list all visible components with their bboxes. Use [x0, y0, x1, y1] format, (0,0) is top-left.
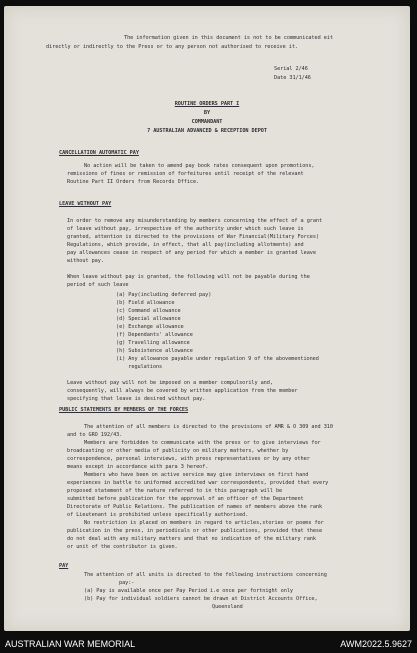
document-date: Date 31/1/46: [274, 75, 311, 81]
section-heading: LEAVE WITHOUT PAY: [59, 201, 112, 207]
list-item: (a) Pay(including deferred pay): [116, 292, 212, 298]
section-text-line: pay:-: [119, 580, 135, 586]
list-item: (g) Travelling allowance: [116, 340, 190, 346]
section-text-line: When leave without pay is granted, the following will not be payable during the: [67, 274, 310, 280]
section-text-line: (a) Pay is available once per Pay Period i.e once per fortnight only: [84, 588, 293, 594]
section-text-line: Directorate of Public Relations. The publication of names of members above the rank: [67, 504, 323, 510]
list-item: (i) Any allowance payable under regulation 9 of the abovementioned: [116, 356, 319, 362]
section-text-line: remissions of fines or remission of forfeitures until receipt of the relevant: [67, 171, 304, 177]
section-text-line: experiences in battle to uniformed accredited war correspondents, provided that every: [67, 480, 329, 486]
title-line-4: 7 AUSTRALIAN ADVANCED & RECEPTION DEPOT: [147, 128, 267, 134]
section-text-line: without pay.: [67, 258, 104, 264]
section-text-line: No action will be taken to amend pay book rates consequent upon promotions,: [84, 163, 315, 169]
section-heading: PUBLIC STATEMENTS BY MEMBERS OF THE FORCES: [59, 407, 189, 413]
list-item: (e) Exchange allowance: [116, 324, 184, 330]
footer-bar: [0, 635, 417, 653]
section-text-line: pay allowances cease in respect of any period for which a member is granted leave: [67, 250, 316, 256]
header-line-2: directly or indirectly to the Press or to any person not authorised to receive it.: [46, 44, 298, 50]
section-text-line: of leave without pay, irrespective of the authority under which such leave is: [67, 226, 304, 232]
list-item: (b) Field allowance: [116, 300, 175, 306]
section-text-line: do not deal with any military matters and that no indication of the military rank: [67, 536, 316, 542]
list-item: (d) Special allowance: [116, 316, 181, 322]
title-line-2: BY: [203, 110, 211, 116]
source-label: AUSTRALIAN WAR MEMORIAL: [5, 639, 136, 649]
section-text-line: publication in the press, in periodicals or other publications, provided that these: [67, 528, 323, 534]
section-text-line: Routine Part II Orders from Records Office.: [67, 179, 200, 185]
section-text-line: granted, attention is directed to the provisions of War Financial(Military Forces): [67, 234, 319, 240]
section-heading: CANCELLATION AUTOMATIC PAY: [59, 150, 139, 156]
list-item: (c) Command allowance: [116, 308, 181, 314]
document-page: [4, 6, 410, 631]
section-text-line: The attention of all members is directed to the provisions of AMR & O 309 and 310: [84, 424, 333, 430]
section-text-line: Leave without pay will not be imposed on a member compulsorily and,: [67, 380, 273, 386]
title-line-3: COMMANDANT: [191, 119, 223, 125]
title-line-1: ROUTINE ORDERS PART I: [174, 101, 240, 107]
section-text-line: of Lieutenant is prohibited unless specifically authorised.: [67, 512, 249, 518]
section-text-line: submitted before publication for the approval of an officer of the Department: [67, 496, 304, 502]
section-text-line: Members who have been on active service may give interviews on first hand: [84, 472, 309, 478]
section-text-line: Queensland: [212, 604, 243, 610]
section-text-line: correspondence, personal interviews, with press representatives or by any other: [67, 456, 310, 462]
serial-number: Serial 2/46: [274, 66, 308, 72]
section-text-line: proposed statement of the nature referred to in this paragraph will be: [67, 488, 283, 494]
section-text-line: specifying that leave is desired without pay.: [67, 396, 206, 402]
header-line-1: The information given in this document is not to be communicated eit: [124, 35, 333, 41]
section-heading: PAY: [59, 563, 69, 569]
section-text-line: The attention of all units is directed to the following instructions concerning: [84, 572, 327, 578]
list-item: (f) Dependants' allowance: [116, 332, 193, 338]
list-item: (h) Subsistence allowance: [116, 348, 193, 354]
section-text-line: consequently, will always be covered by written application from the member: [67, 388, 298, 394]
section-text-line: In order to remove any misunderstanding by members concerning the effect of a grant: [67, 218, 323, 224]
section-text-line: Regulations, which provide, in effect, that all pay(including allotments) and: [67, 242, 304, 248]
section-text-line: period of such leave: [67, 282, 129, 288]
section-text-line: (b) Pay for individual soldiers cannot be drawn at District Accounts Office,: [84, 596, 318, 602]
section-text-line: No restriction is placed on members in regard to articles,stories or poems for: [84, 520, 324, 526]
section-text-line: and to GRO 192/43.: [67, 432, 123, 438]
section-text-line: Members are forbidden to communicate with the press or to give interviews for: [84, 440, 321, 446]
accession-number: AWM2022.5.9627: [340, 639, 412, 649]
section-text-line: broadcasting or other media of publicity on military matters, whether by: [67, 448, 289, 454]
section-text-line: means except in accordance with para 3 hereof.: [67, 464, 209, 470]
section-text-line: or unit of the contributor is given.: [67, 544, 178, 550]
list-item: regulations: [116, 364, 163, 370]
